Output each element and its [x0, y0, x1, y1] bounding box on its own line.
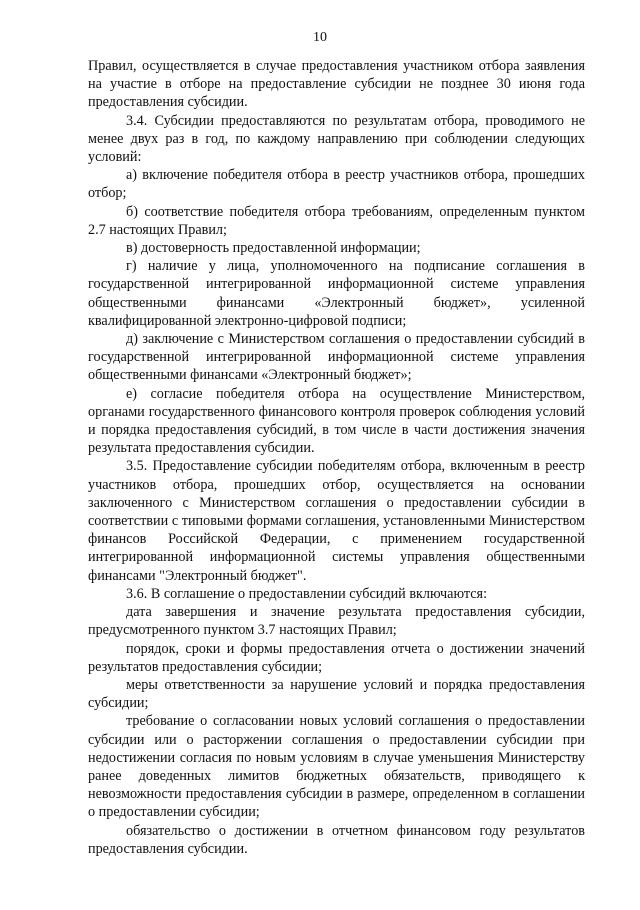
paragraph: е) согласие победителя отбора на осуществление Министерством, органами государственного финансового контроля проверок соблюдения условий и порядка предоставления субсидий, в том числе в части достижения значения результата предоставления субсидии. — [88, 385, 585, 457]
paragraph: меры ответственности за нарушение условий и порядка предоставления субсидии; — [88, 676, 585, 712]
paragraph: дата завершения и значение результата предоставления субсидии, предусмотренного пунктом 3.7 настоящих Правил; — [88, 604, 585, 639]
paragraph: 3.6. В соглашение о предоставлении субсидий включаются: — [126, 585, 488, 602]
paragraph: 3.4. Субсидии предоставляются по результатам отбора, проводимого не менее двух раз в год, по каждому направлению при соблюдении следующих условий: — [88, 112, 585, 166]
paragraph: обязательство о достижении в отчетном финансовом году результатов предоставления субсидии. — [88, 822, 585, 857]
page-number: 10 — [313, 30, 327, 45]
paragraph: б) соответствие победителя отбора требованиям, определенным пунктом 2.7 настоящих Правил; — [88, 203, 585, 238]
paragraph: в) достоверность предоставленной информации; — [126, 240, 421, 257]
document-body — [88, 57, 585, 858]
paragraph: Правил, осуществляется в случае предоставления участником отбора заявления на участие в отборе на предоставление субсидии не позднее 30 июня года предоставления субсидии. — [88, 58, 585, 111]
paragraph: д) заключение с Министерством соглашения о предоставлении субсидий в государственной интегрированной информационной системе управления общественными финансами «Электронный бюджет»; — [88, 331, 585, 384]
paragraph: порядок, сроки и формы предоставления отчета о достижении значений результатов предоставления субсидии; — [88, 640, 585, 675]
paragraph: требование о согласовании новых условий соглашения о предоставлении субсидии или о расторжении соглашения о предоставлении субсидии при недостижении согласия по новым условиям в случае уменьшения Министерству ранее доведенных лимитов бюджетных обязательств, приводящего к невозможности предоставления субсидии в размере, определенном в соглашении о предоставлении субсидии; — [88, 713, 585, 821]
paragraph: г) наличие у лица, уполномоченного на подписание соглашения в государственной интегрированной информационной системе управления общественными финансами «Электронный бюджет», усиленной квалифицированной электронно-цифровой подписи; — [88, 258, 585, 329]
paragraph: а) включение победителя отбора в реестр участников отбора, прошедших отбор; — [88, 167, 585, 202]
paragraph: 3.5. Предоставление субсидии победителям отбора, включенным в реестр участников отбора, прошедших отбор, осуществляется на основании заключенного с Министерством соглашения о предоставлении субсидии в соответствии с типовыми формами соглашения, установленными Министерством финансов Российской Федерации, с применением государственной интегрированной информационной системы управления общественными финансами "Электронный бюджет". — [88, 458, 585, 584]
